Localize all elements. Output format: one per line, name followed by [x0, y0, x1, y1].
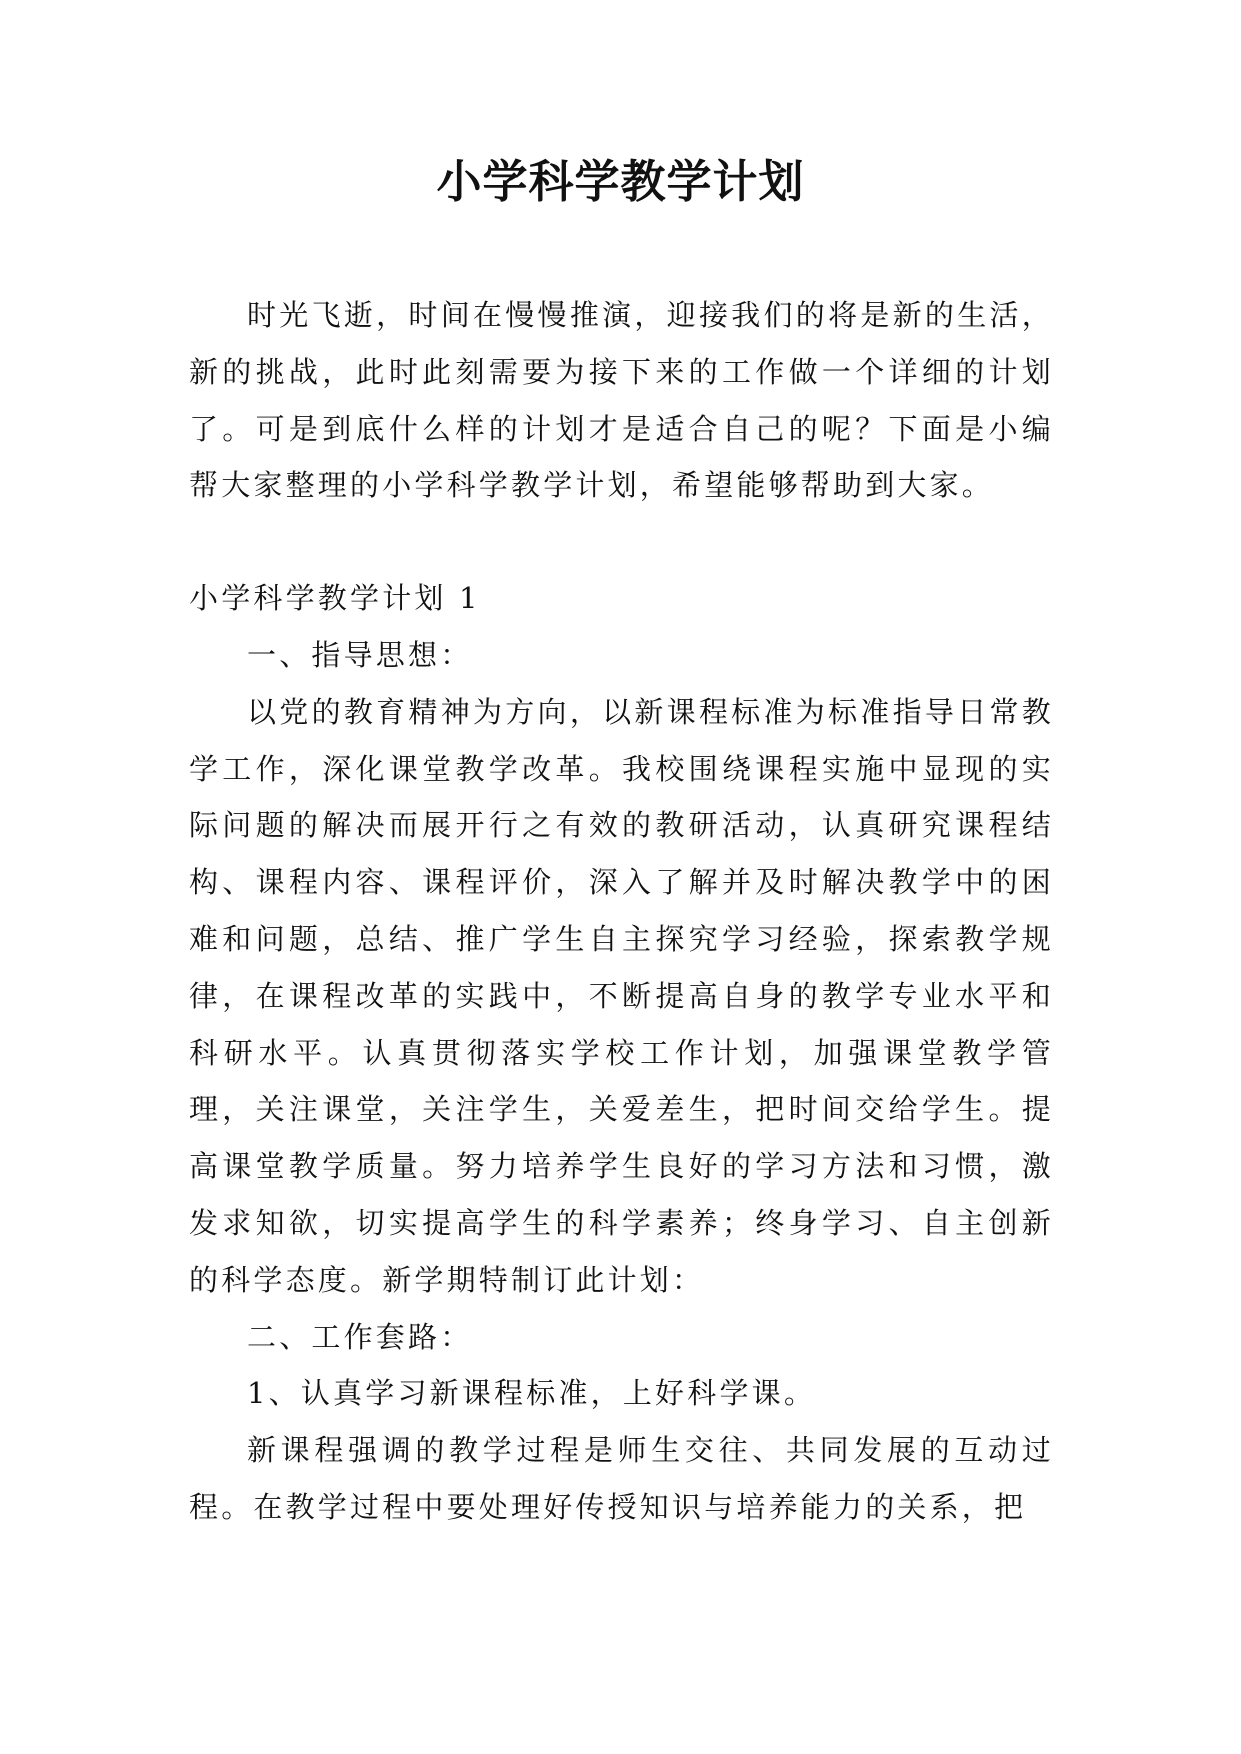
paragraph-guiding-ideology: 以党的教育精神为方向，以新课程标准为标准指导日常教学工作，深化课堂教学改革。我校围绕课程实施中显现的实际问题的解决而展开行之有效的教研活动，认真研究课程结构、课程内容、课程评价，深入了解并及时解决教学中的困难和问题，总结、推广学生自主探究学习经验，探索教学规律，在课程改革的实践中，不断提高自身的教学专业水平和科研水平。认真贯彻落实学校工作计划，加强课堂教学管理，关注课堂，关注学生，关爱差生，把时间交给学生。提高课堂教学质量。努力培养学生良好的学习方法和习惯，激发求知欲，切实提高学生的科学素养；终身学习、自主创新的科学态度。新学期特制订此计划： [189, 694, 1054, 1297]
document-body [189, 287, 1054, 1536]
heading-guiding-ideology: 一、指导思想： [247, 637, 473, 672]
section-title: 小学科学教学计划 1 [189, 581, 481, 616]
list-item-1: 1、认真学习新课程标准，上好科学课。 [247, 1376, 817, 1411]
document-title: 小学科学教学计划 [436, 155, 805, 208]
intro-paragraph: 时光飞逝，时间在慢慢推演，迎接我们的将是新的生活，新的挑战，此时此刻需要为接下来的工作做一个详细的计划了。可是到底什么样的计划才是适合自己的呢？下面是小编帮大家整理的小学科学教学计划，希望能够帮助到大家。 [189, 298, 1054, 503]
paragraph-new-curriculum: 新课程强调的教学过程是师生交往、共同发展的互动过程。在教学过程中要处理好传授知识与培养能力的关系，把 [189, 1433, 1054, 1524]
heading-work-approach: 二、工作套路： [247, 1319, 473, 1354]
